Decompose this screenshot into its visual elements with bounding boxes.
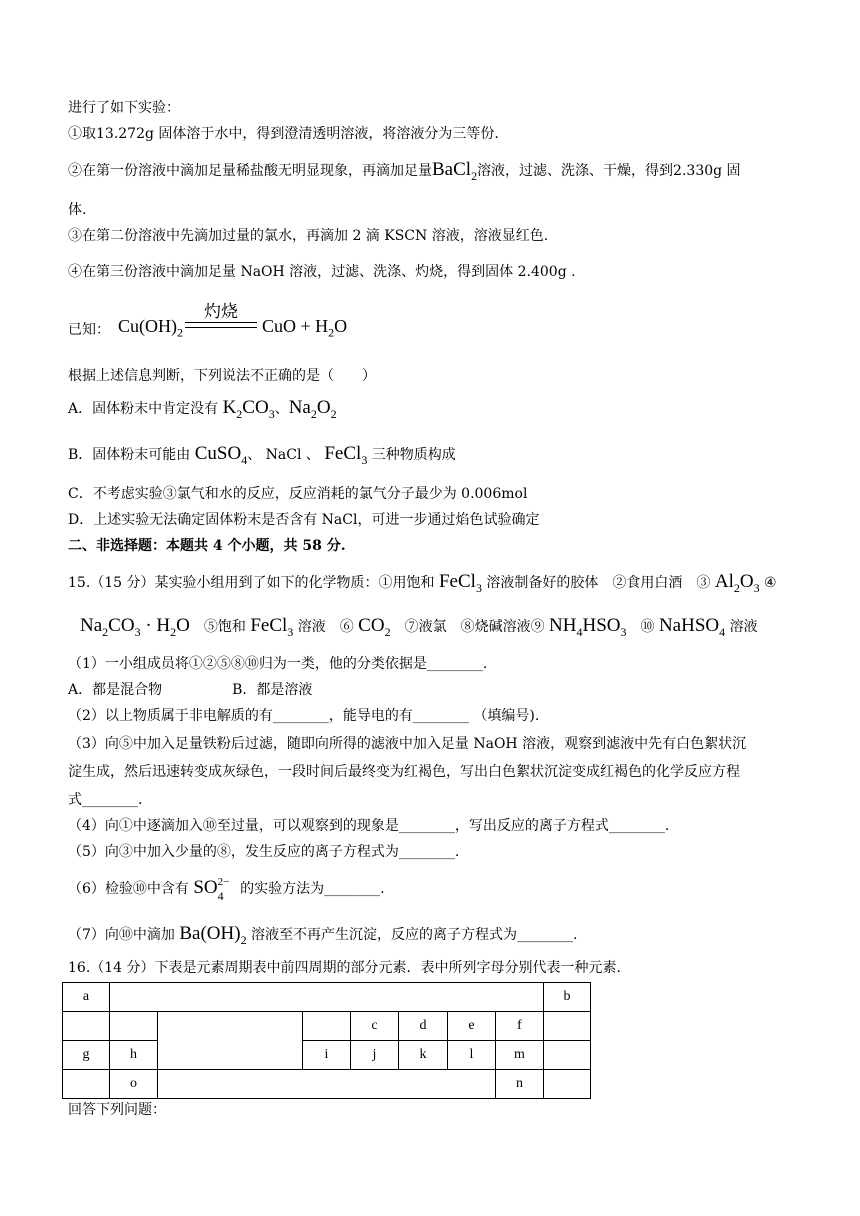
q16-header: 16.（14 分）下表是元素周期表中前四周期的部分元素．表中所列字母分别代表一种元素． xyxy=(68,960,631,976)
element-m: m xyxy=(496,1041,544,1070)
q15-part7: （7）向⑩中滴加 $Ba(OH)_2$ 溶液至不再产生沉淀，反应的离子方程式为________. xyxy=(68,923,578,947)
experiment-2-cont: 体. xyxy=(68,202,87,218)
q15-header: 15.（15 分）某实验小组用到了如下的化学物质：①用饱和 FeCl$_3$ 溶液制备好的胶体 ②食用白酒 ③ $Al_2O_3$ ④ xyxy=(68,571,777,595)
experiment-1: ①取13.272g 固体溶于水中，得到澄清透明溶液，将溶液分为三等份. xyxy=(68,126,499,142)
formula-bacl2: BaCl$_2$ xyxy=(432,159,478,183)
reaction-condition: 灼烧 xyxy=(204,302,238,322)
experiment-2: ②在第一份溶液中滴加足量稀盐酸无明显现象，再滴加足量BaCl$_2$溶液，过滤、洗涤、干燥，得到2.330g 固 xyxy=(68,159,741,183)
q15-substances: $Na_2CO_3 \cdot H_2O$ ⑤饱和 FeCl$_3$ 溶液 ⑥ $CO_2$ ⑦液氯 ⑧烧碱溶液⑨ $NH_4HSO_3$ ⑩ NaHSO$_4$ 溶液 xyxy=(80,615,758,639)
element-k: k xyxy=(399,1041,448,1070)
q15-part6: （6）检验⑩中含有 SO 2− 4 的实验方法为________. xyxy=(68,876,385,903)
element-i: i xyxy=(303,1041,351,1070)
experiment-4: ④在第三份溶液中滴加足量 NaOH 溶液，过滤、洗涤、灼烧，得到固体 2.400g . xyxy=(68,264,576,280)
q16-footer: 回答下列问题： xyxy=(68,1102,166,1118)
q15-part2: （2）以上物质属于非电解质的有________，能导电的有________ （填编号). xyxy=(68,708,540,724)
q15-part3-line2: 淀生成，然后迅速转变成灰绿色，一段时间后最终变为红褐色，写出白色絮状沉淀变成红褐色的化学反应方程 xyxy=(68,764,740,780)
element-j: j xyxy=(351,1041,399,1070)
element-l: l xyxy=(448,1041,496,1070)
element-b: b xyxy=(544,983,591,1012)
q15-part3-line3: 式________. xyxy=(68,792,143,808)
experiment-3: ③在第二份溶液中先滴加过量的氯水，再滴加 2 滴 KSCN 溶液，溶液显红色. xyxy=(68,228,549,244)
element-d: d xyxy=(399,1012,448,1041)
q15-part4: （4）向①中逐滴加入⑩至过量，可以观察到的现象是________，写出反应的离子方程式________. xyxy=(68,818,670,834)
element-o: o xyxy=(110,1070,158,1099)
q15-part5: （5）向③中加入少量的⑧，发生反应的离子方程式为________. xyxy=(68,844,460,860)
q15-part1: （1）一小组成员将①②⑤⑧⑩归为一类，他的分类依据是________. xyxy=(68,656,488,672)
section-heading: 二、非选择题：本题共 4 个小题，共 58 分. xyxy=(68,538,346,554)
q15-part1-options: A．都是混合物 B．都是溶液 xyxy=(68,682,313,698)
option-c: C．不考虑实验③氯气和水的反应，反应消耗的氯气分子最少为 0.006mol xyxy=(68,486,528,502)
reaction-arrow xyxy=(185,322,257,328)
option-a: A．固体粉末中肯定没有 $K_2CO_3$、$Na_2O_2$ xyxy=(68,397,337,421)
element-g: g xyxy=(63,1041,110,1070)
element-a: a xyxy=(63,983,110,1012)
periodic-table xyxy=(62,982,591,1099)
element-c: c xyxy=(351,1012,399,1041)
question-stem: 根据上述信息判断，下列说法不正确的是（ ） xyxy=(68,368,376,384)
option-d: D．上述实验无法确定固体粉末是否含有 NaCl，可进一步通过焰色试验确定 xyxy=(68,512,540,528)
document-page: 进行了如下实验： ①取13.272g 固体溶于水中，得到澄清透明溶液，将溶液分为三等份. ②在第一份溶液中滴加足量稀盐酸无明显现象，再滴加足量BaCl$_2$溶液，过滤、洗涤、干燥，得到2.330g 固 体. ③在第二份溶液中先滴加过量的氯水，再滴加 2 滴 KSCN 溶液，溶液显红色. ④在第三份溶液中滴加足量 NaOH 溶液，过滤、洗涤、灼烧，得到固体 2.400g . 已知： $Cu(OH)_2$ CuO + $H_2O$ 灼烧 根据上述信息判断，下列说法不正确的是（ ） A．固体粉末中肯定没有 $K_2CO_3$、$Na_2O_2$ B．固体粉末可能由 CuSO$_4$、 NaCl 、 FeCl$_3$ 三种物质构成 C．不考虑实验③氯气和水的反应，反应消耗的氯气分子最少为 0.006mol D．上述实验无法确定固体粉末是否含有 NaCl，可进一步通过焰色试验确定 二、非选择题：本题共 4 个小题，共 58 分. 15.（15 分）某实验小组用到了如下的化学物质：①用饱和 FeCl$_3$ 溶液制备好的胶体 ②食用白酒 ③ $Al_2O_3$ ④ $Na_2CO_3 \cdot H_2O$ ⑤饱和 FeCl$_3$ 溶液 ⑥ $CO_2$ ⑦液氯 ⑧烧碱溶液⑨ $NH_4HSO_3$ ⑩ NaHSO$_4$ 溶液 （1）一小组成员将①②⑤⑧⑩归为一类，他的分类依据是________. A．都是混合物 B．都是溶液 （2）以上物质属于非电解质的有________，能导电的有________ （填编号). （3）向⑤中加入足量铁粉后过滤，随即向所得的滤液中加入足量 NaOH 溶液，观察到滤液中先有白色絮状沉 淀生成，然后迅速转变成灰绿色，一段时间后最终变为红褐色，写出白色絮状沉淀变成红褐色的化学反应方程 式________. （4）向①中逐滴加入⑩至过量，可以观察到的现象是________，写出反应的离子方程式________. （5）向③中加入少量的⑧，发生反应的离子方程式为________. （6）检验⑩中含有 SO 2− 4 的实验方法为________. （7）向⑩中滴加 $Ba(OH)_2$ 溶液至不再产生沉淀，反应的离子方程式为________. 16.（14 分）下表是元素周期表中前四周期的部分元素．表中所列字母分别代表一种元素． a b c d e f g h i j k l m o n 回答下列问题： xyxy=(0,0,860,1216)
element-e: e xyxy=(448,1012,496,1041)
element-f: f xyxy=(496,1012,544,1041)
option-b: B．固体粉末可能由 CuSO$_4$、 NaCl 、 FeCl$_3$ 三种物质构成 xyxy=(68,443,456,467)
element-h: h xyxy=(110,1041,158,1070)
intro-text: 进行了如下实验： xyxy=(68,100,180,116)
element-n: n xyxy=(496,1070,544,1099)
q15-part3-line1: （3）向⑤中加入足量铁粉后过滤，随即向所得的滤液中加入足量 NaOH 溶液，观察到滤液中先有白色絮状沉 xyxy=(68,736,747,752)
